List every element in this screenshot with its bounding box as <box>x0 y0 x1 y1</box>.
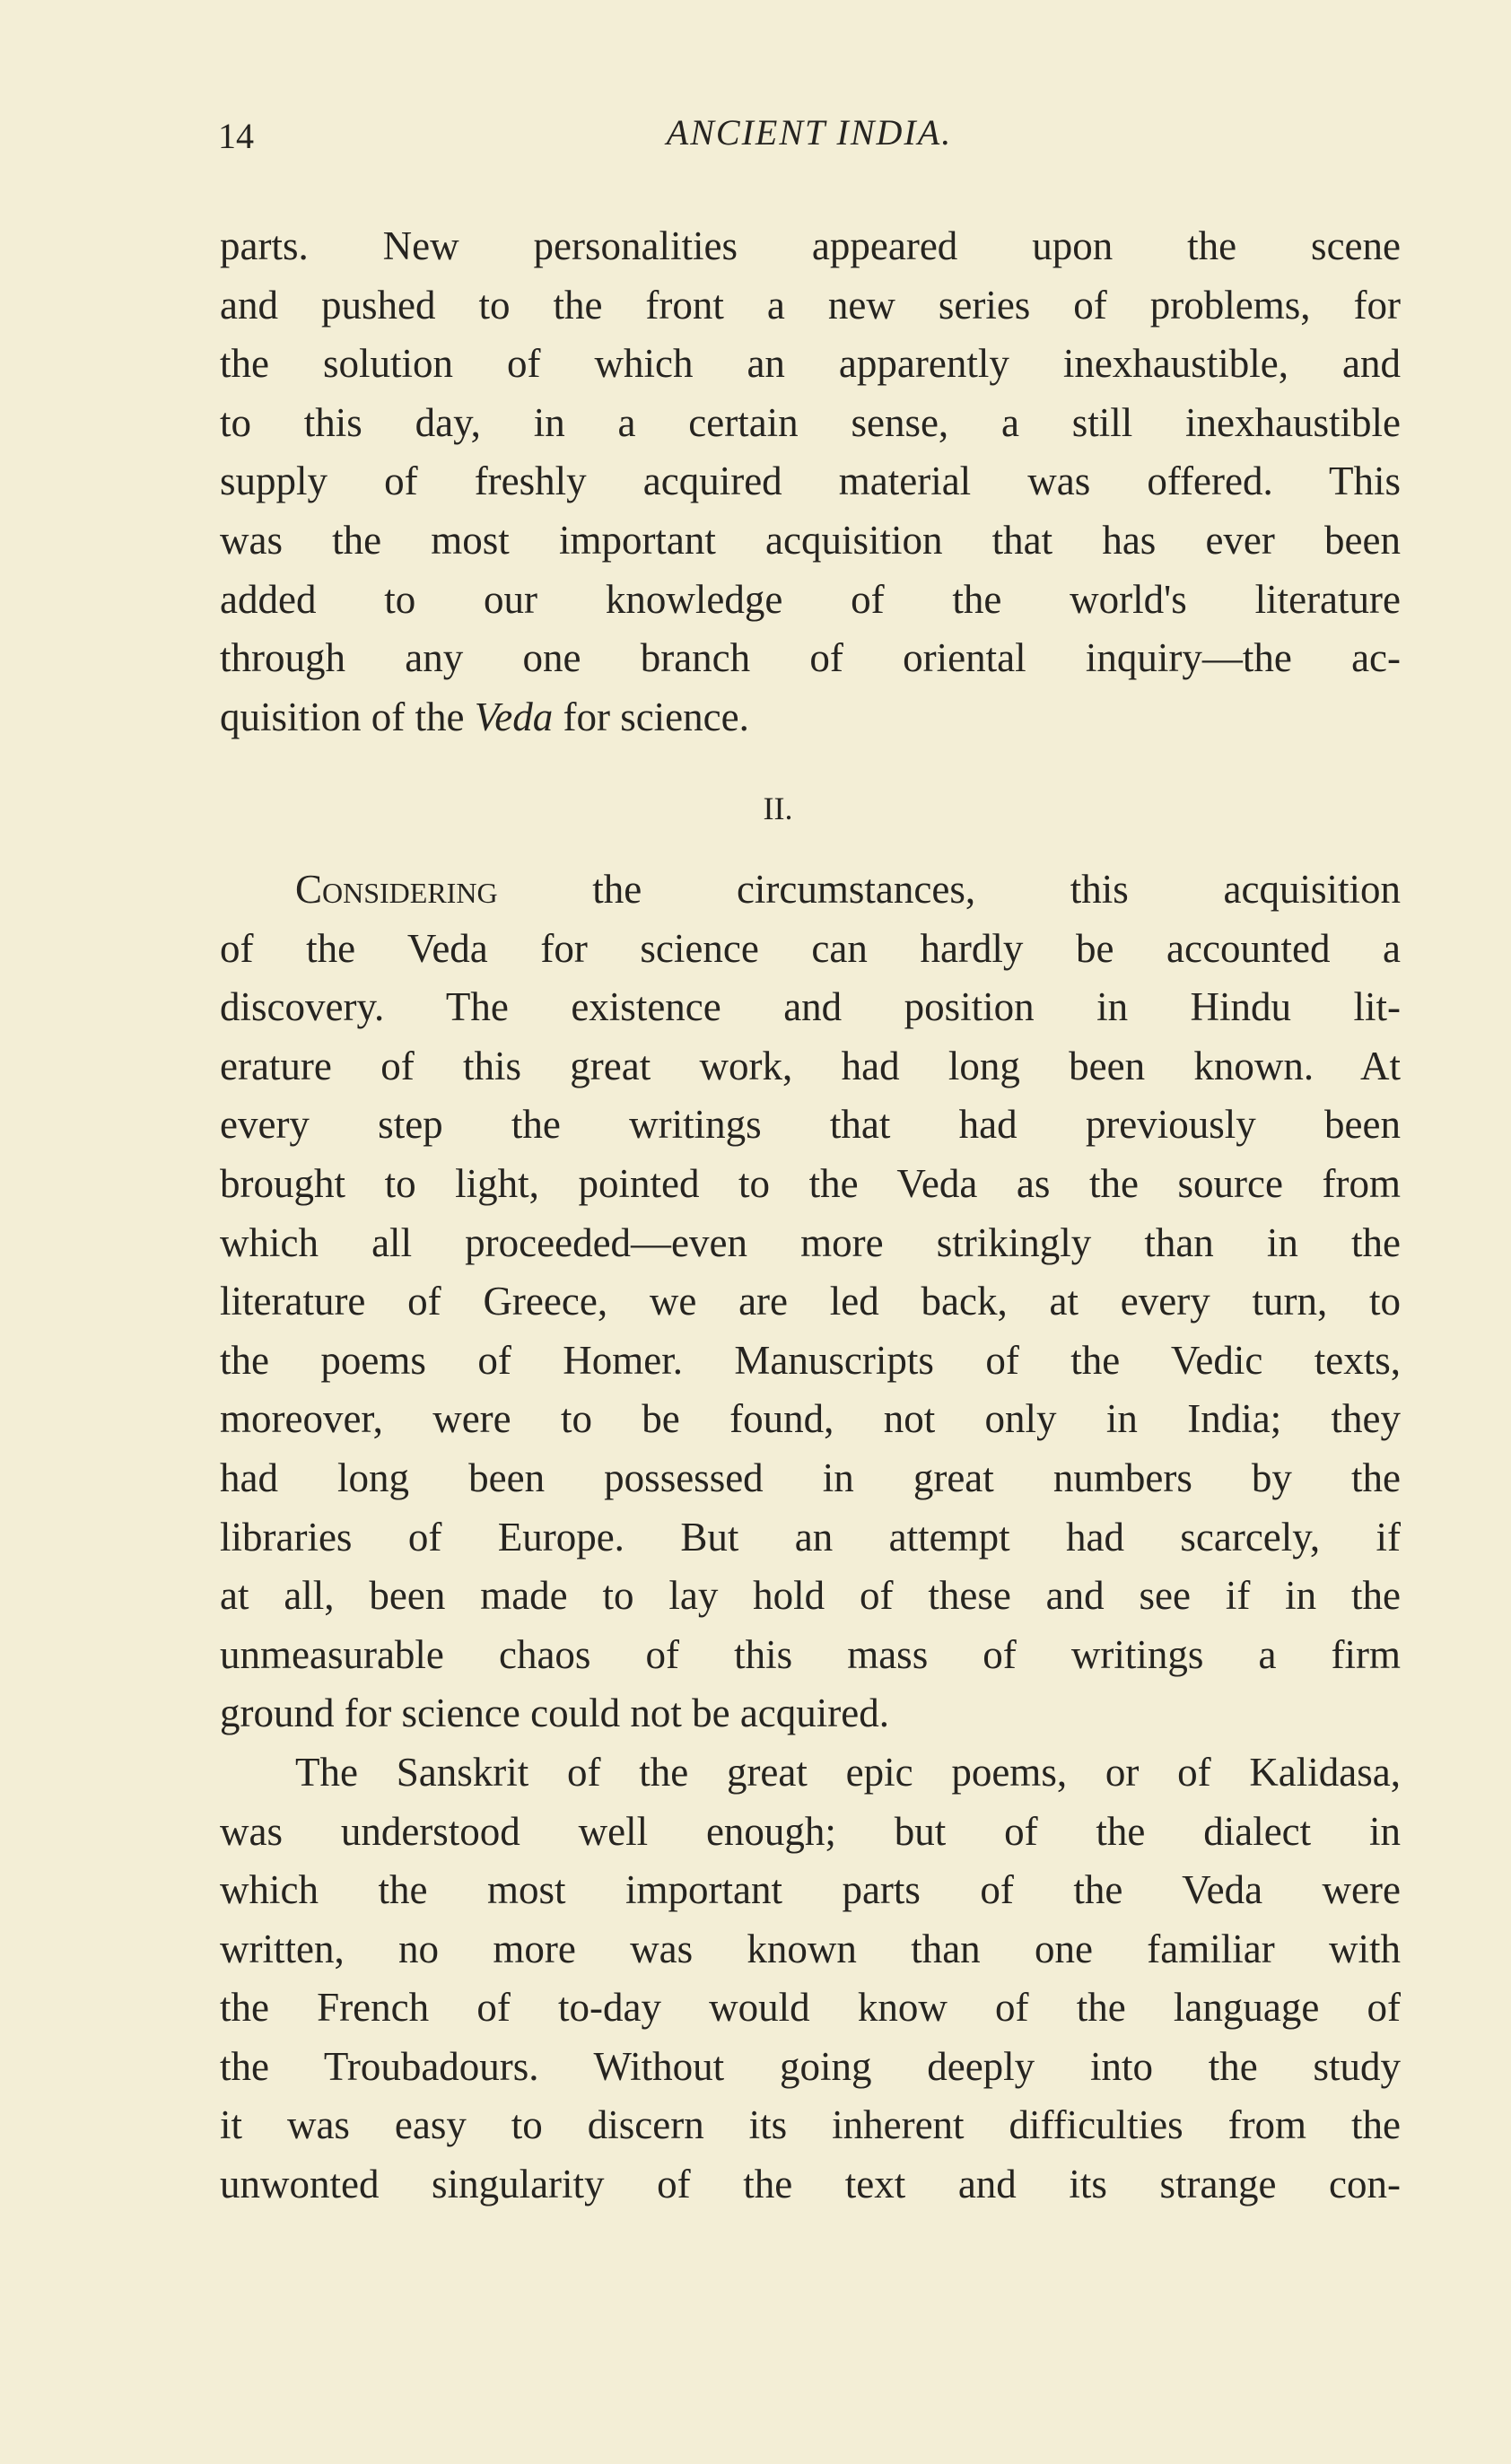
text-span: quisition of the <box>220 694 475 739</box>
text-line: erature of this great work, had long been known. At <box>220 1043 1401 1088</box>
text-line: every step the writings that had previously been <box>220 1102 1401 1148</box>
text-line: ground for science could not be acquired. <box>220 1691 889 1736</box>
text-line: supply of freshly acquired material was offered. This <box>220 459 1401 504</box>
text-line: was the most important acquisition that has ever been <box>220 517 1401 563</box>
text-line: the French of to-day would know of the language of <box>220 1985 1401 2031</box>
text-line: which the most important parts of the Veda were <box>220 1867 1401 1913</box>
section-body <box>220 861 1401 2215</box>
text-line: literature of Greece, we are led back, at every turn, to <box>220 1279 1401 1324</box>
text-line: the Troubadours. Without going deeply into the study <box>220 2043 1401 2089</box>
text-span: for science. <box>553 694 749 739</box>
text-line: added to our knowledge of the world's literature <box>220 576 1401 622</box>
text-line: which all proceeded—even more strikingly than in the <box>220 1219 1401 1265</box>
text-line: unmeasurable chaos of this mass of writings a firm <box>220 1631 1401 1677</box>
text-line: parts. New personalities appeared upon the scene <box>220 223 1401 268</box>
text-line: through any one branch of oriental inquiry—the ac- <box>220 635 1401 681</box>
paragraph-continued <box>220 217 1401 747</box>
text-line: moreover, were to be found, not only in India; they <box>220 1396 1401 1442</box>
section-number: II. <box>763 791 793 826</box>
text-line: written, no more was known than one familiar with <box>220 1926 1401 1971</box>
small-caps-lead: Considering <box>295 867 498 912</box>
text-line: brought to light, pointed to the Veda as the source from <box>220 1160 1401 1206</box>
text-line: libraries of Europe. But an attempt had scarcely, if <box>220 1514 1401 1560</box>
text-line <box>220 688 1401 747</box>
text-line: it was easy to discern its inherent difficulties from the <box>220 2102 1401 2148</box>
italic-term: Veda <box>474 694 554 739</box>
running-title: ANCIENT INDIA. <box>666 112 953 153</box>
text-span: the circumstances, this acquisition <box>497 867 1401 912</box>
page-number: 14 <box>218 116 254 156</box>
text-line <box>220 861 1401 920</box>
text-line: the poems of Homer. Manuscripts of the Vedic texts, <box>220 1337 1401 1383</box>
text-line: was understood well enough; but of the dialect in <box>220 1808 1401 1854</box>
text-line: and pushed to the front a new series of problems, for <box>220 282 1401 328</box>
text-line: discovery. The existence and position in Hindu lit- <box>220 984 1401 1030</box>
text-line: of the Veda for science can hardly be accounted a <box>220 925 1401 971</box>
text-line: the solution of which an apparently inexhaustible, and <box>220 341 1401 387</box>
text-line: at all, been made to lay hold of these and see if in the <box>220 1573 1401 1619</box>
text-line: to this day, in a certain sense, a still inexhaustible <box>220 399 1401 445</box>
text-line: had long been possessed in great numbers by the <box>220 1455 1401 1500</box>
text-line: unwonted singularity of the text and its strange con- <box>220 2162 1401 2207</box>
text-line: The Sanskrit of the great epic poems, or of Kalidasa, <box>295 1749 1401 1795</box>
